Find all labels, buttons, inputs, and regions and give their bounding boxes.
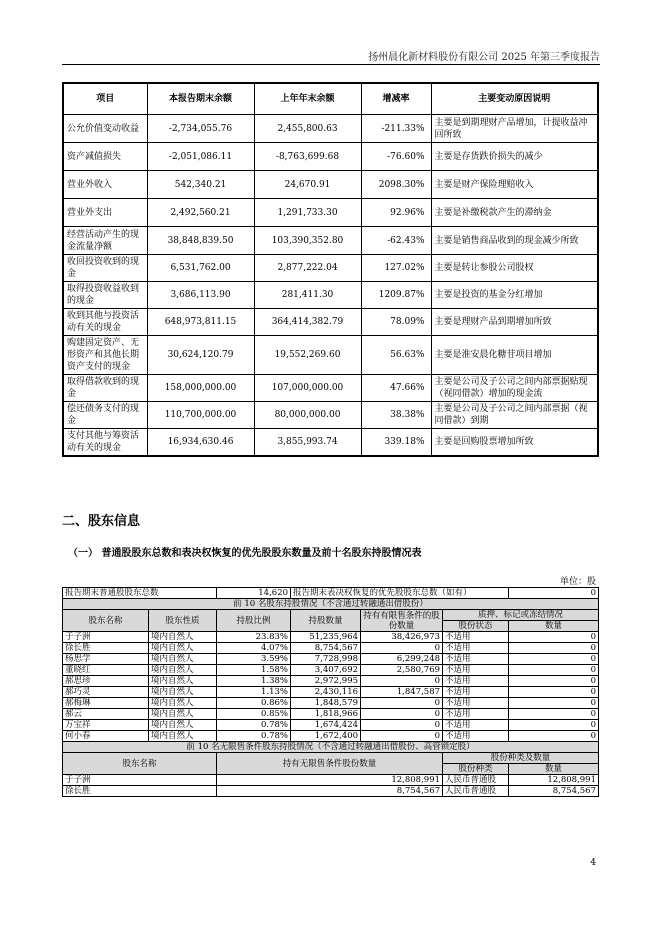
holding-qty: 51,235,964 — [291, 632, 361, 643]
page-number: 4 — [590, 858, 596, 868]
top10-header-row-1 — [63, 610, 599, 621]
holder-nature: 境内自然人 — [149, 709, 217, 720]
restricted-qty: 0 — [361, 731, 443, 742]
share-status: 不适用 — [443, 698, 509, 709]
table-row — [63, 143, 598, 171]
table-row — [63, 786, 599, 797]
change-rate-cell: 339.18% — [361, 429, 431, 457]
holding-qty: 2,430,116 — [291, 687, 361, 698]
reason-cell: 主要是财产保险理赔收入 — [431, 171, 598, 199]
change-rate-cell: -211.33% — [361, 115, 431, 143]
item-cell: 公允价值变动收益 — [63, 115, 147, 143]
table-row — [63, 709, 599, 720]
share-status: 不适用 — [443, 643, 509, 654]
holding-qty: 1,818,966 — [291, 709, 361, 720]
holder-nature: 境内自然人 — [149, 654, 217, 665]
item-cell: 偿还债务支付的现金 — [63, 402, 147, 429]
u-share-count: 12,808,991 — [509, 775, 599, 786]
change-rate-cell: 78.09% — [361, 309, 431, 336]
current-balance-cell: 648,973,811.15 — [147, 309, 254, 336]
prior-balance-cell: 24,670.91 — [254, 171, 361, 199]
holding-ratio: 0.85% — [217, 709, 291, 720]
restricted-qty: 2,580,769 — [361, 665, 443, 676]
holder-nature: 境内自然人 — [149, 731, 217, 742]
change-rate-cell: 127.02% — [361, 255, 431, 282]
current-balance-cell: 110,700,000.00 — [147, 402, 254, 429]
reason-cell: 主要是理财产品到期增加所致 — [431, 309, 598, 336]
col-item: 项目 — [63, 83, 147, 115]
top10-title: 前 10 名股东持股情况（不含通过转融通出借股份） — [63, 599, 599, 610]
change-rate-cell: 47.66% — [361, 375, 431, 402]
restricted-qty: 0 — [361, 676, 443, 687]
restricted-qty: 0 — [361, 643, 443, 654]
holder-name: 郝思珍 — [63, 676, 149, 687]
share-status: 不适用 — [443, 731, 509, 742]
change-rate-cell: 2098.30% — [361, 171, 431, 199]
prior-balance-cell: 2,455,800.63 — [254, 115, 361, 143]
u-holder-name: 徐长胜 — [63, 786, 217, 797]
holding-ratio: 0.78% — [217, 720, 291, 731]
holder-name: 郝梅琳 — [63, 698, 149, 709]
holder-name: 董晓红 — [63, 665, 149, 676]
holding-qty: 2,972,995 — [291, 676, 361, 687]
table-row — [63, 429, 598, 457]
reason-cell: 主要是补缴税款产生的滞纳金 — [431, 199, 598, 227]
reason-cell: 主要是存货跌价损失的减少 — [431, 143, 598, 171]
holding-ratio: 1.38% — [217, 676, 291, 687]
change-rate-cell: 92.96% — [361, 199, 431, 227]
table-row — [63, 227, 598, 255]
unrestricted-title: 前 10 名无限售条件股东持股情况（不含通过转融通出借股份、高管锁定股） — [63, 742, 599, 753]
pledge-count: 0 — [509, 643, 599, 654]
pref-holders-label: 报告期末表决权恢复的优先股股东总数（如有） — [291, 588, 509, 599]
holder-name: 万宝祥 — [63, 720, 149, 731]
col-u-type: 股份种类 — [443, 764, 509, 775]
item-cell: 营业外支出 — [63, 199, 147, 227]
table-row — [63, 720, 599, 731]
holding-qty: 1,672,400 — [291, 731, 361, 742]
col-u-qty: 持有无限售条件股份数量 — [217, 753, 443, 775]
table-row — [63, 255, 598, 282]
holder-name: 郝巧灵 — [63, 687, 149, 698]
reason-cell: 主要是公司及子公司之间内部票据（视同借款）到期 — [431, 402, 598, 429]
pledge-count: 0 — [509, 709, 599, 720]
holder-nature: 境内自然人 — [149, 720, 217, 731]
share-status: 不适用 — [443, 720, 509, 731]
change-rate-cell: 1209.87% — [361, 282, 431, 309]
current-balance-cell: 542,340.21 — [147, 171, 254, 199]
reason-cell: 主要是回购股票增加所致 — [431, 429, 598, 457]
col-pledge-count: 数量 — [509, 621, 599, 632]
share-status: 不适用 — [443, 676, 509, 687]
table-row — [63, 676, 599, 687]
reason-cell: 主要是公司及子公司之间内部票据贴现（视同借款）增加的现金流 — [431, 375, 598, 402]
holding-ratio: 0.86% — [217, 698, 291, 709]
restricted-qty: 38,426,973 — [361, 632, 443, 643]
item-cell: 营业外收入 — [63, 171, 147, 199]
current-balance-cell: 158,000,000.00 — [147, 375, 254, 402]
holder-name: 郝云 — [63, 709, 149, 720]
change-rate-cell: 56.63% — [361, 336, 431, 375]
table-row — [63, 687, 599, 698]
item-cell: 收到其他与投资活动有关的现金 — [63, 309, 147, 336]
share-status: 不适用 — [443, 665, 509, 676]
unrestricted-header-row-1 — [63, 753, 599, 764]
unrestricted-title-row — [63, 742, 599, 753]
prior-balance-cell: 281,411.30 — [254, 282, 361, 309]
table-row — [63, 665, 599, 676]
prior-balance-cell: 364,414,382.79 — [254, 309, 361, 336]
pledge-count: 0 — [509, 698, 599, 709]
table-row — [63, 336, 598, 375]
holder-nature: 境内自然人 — [149, 676, 217, 687]
table-row — [63, 632, 599, 643]
prior-balance-cell: 19,552,269.60 — [254, 336, 361, 375]
prior-balance-cell: 2,877,222.04 — [254, 255, 361, 282]
prior-balance-cell: 103,390,352.80 — [254, 227, 361, 255]
pledge-count: 0 — [509, 731, 599, 742]
prior-balance-cell: 1,291,733.30 — [254, 199, 361, 227]
reason-cell: 主要是到期理财产品增加，计提收益冲回所致 — [431, 115, 598, 143]
holder-nature: 境内自然人 — [149, 643, 217, 654]
holding-qty: 3,407,692 — [291, 665, 361, 676]
item-cell: 购建固定资产、无形资产和其他长期资产支付的现金 — [63, 336, 147, 375]
table-row — [63, 115, 598, 143]
restricted-qty: 0 — [361, 698, 443, 709]
holding-ratio: 4.07% — [217, 643, 291, 654]
restricted-qty: 0 — [361, 709, 443, 720]
col-pledge-group: 质押、标记或冻结情况 — [443, 610, 599, 621]
item-cell: 收回投资收到的现金 — [63, 255, 147, 282]
page-header: 扬州晨化新材料股份有限公司 2025 年第三季度报告 — [368, 52, 600, 63]
table-row — [63, 375, 598, 402]
col-current: 本报告期末余额 — [147, 83, 254, 115]
item-cell: 经营活动产生的现金流量净额 — [63, 227, 147, 255]
holder-nature: 境内自然人 — [149, 665, 217, 676]
pledge-count: 0 — [509, 632, 599, 643]
change-rate-cell: -62.43% — [361, 227, 431, 255]
top10-title-row — [63, 599, 599, 610]
reason-cell: 主要是销售商品收到的现金减少所致 — [431, 227, 598, 255]
col-u-kind: 股份种类及数量 — [443, 753, 599, 764]
holding-qty: 1,848,579 — [291, 698, 361, 709]
holding-ratio: 1.13% — [217, 687, 291, 698]
col-prior: 上年年末余额 — [254, 83, 361, 115]
current-balance-cell: -2,734,055.76 — [147, 115, 254, 143]
header-divider — [62, 64, 600, 65]
pledge-count: 0 — [509, 665, 599, 676]
table-row — [63, 199, 598, 227]
item-cell: 取得借款收到的现金 — [63, 375, 147, 402]
table-row — [63, 309, 598, 336]
pledge-count: 0 — [509, 687, 599, 698]
current-balance-cell: 16,934,630.46 — [147, 429, 254, 457]
pledge-count: 0 — [509, 720, 599, 731]
col-share-status: 股份状态 — [443, 621, 509, 632]
holding-qty: 1,674,424 — [291, 720, 361, 731]
prior-balance-cell: 80,000,000.00 — [254, 402, 361, 429]
u-share-type: 人民币普通股 — [443, 775, 509, 786]
current-balance-cell: -2,051,086.11 — [147, 143, 254, 171]
table-row — [63, 731, 599, 742]
shareholder-table — [62, 587, 599, 797]
table-row — [63, 402, 598, 429]
prior-balance-cell: 107,000,000.00 — [254, 375, 361, 402]
holding-ratio: 23.83% — [217, 632, 291, 643]
holder-nature: 境内自然人 — [149, 698, 217, 709]
holder-nature: 境内自然人 — [149, 632, 217, 643]
total-row — [63, 588, 599, 599]
holder-nature: 境内自然人 — [149, 687, 217, 698]
holding-ratio: 0.78% — [217, 731, 291, 742]
u-share-type: 人民币普通股 — [443, 786, 509, 797]
table-row — [63, 282, 598, 309]
share-status: 不适用 — [443, 709, 509, 720]
holder-name: 杨思学 — [63, 654, 149, 665]
u-share-count: 8,754,567 — [509, 786, 599, 797]
current-balance-cell: 6,531,762.00 — [147, 255, 254, 282]
col-reason: 主要变动原因说明 — [431, 83, 598, 115]
section-title: 二、股东信息 — [62, 514, 141, 529]
total-holders-label: 报告期末普通股股东总数 — [63, 588, 217, 599]
table-row — [63, 775, 599, 786]
current-balance-cell: 3,686,113.90 — [147, 282, 254, 309]
total-holders-value: 14,620 — [217, 588, 291, 599]
col-holder-nature: 股东性质 — [149, 610, 217, 632]
current-balance-cell: 30,624,120.79 — [147, 336, 254, 375]
share-status: 不适用 — [443, 632, 509, 643]
reason-cell: 主要是投资的基金分红增加 — [431, 282, 598, 309]
item-cell: 支付其他与筹资活动有关的现金 — [63, 429, 147, 457]
table-header-row — [63, 83, 598, 115]
holding-ratio: 1.58% — [217, 665, 291, 676]
restricted-qty: 1,847,587 — [361, 687, 443, 698]
table-row — [63, 698, 599, 709]
reason-cell: 主要是淮安晨化糖苷项目增加 — [431, 336, 598, 375]
change-rate-cell: 38.38% — [361, 402, 431, 429]
table-row — [63, 171, 598, 199]
item-cell: 取得投资收益收到的现金 — [63, 282, 147, 309]
col-holder-name: 股东名称 — [63, 610, 149, 632]
pledge-count: 0 — [509, 676, 599, 687]
restricted-qty: 0 — [361, 720, 443, 731]
u-holding-qty: 12,808,991 — [217, 775, 443, 786]
col-restricted-qty: 持有有限售条件的股份数量 — [361, 610, 443, 632]
pref-holders-value: 0 — [509, 588, 599, 599]
current-balance-cell: 2,492,560.21 — [147, 199, 254, 227]
u-holding-qty: 8,754,567 — [217, 786, 443, 797]
changes-table — [62, 82, 599, 457]
col-u-count: 数量 — [509, 764, 599, 775]
share-status: 不适用 — [443, 654, 509, 665]
holding-qty: 8,754,567 — [291, 643, 361, 654]
prior-balance-cell: -8,763,699.68 — [254, 143, 361, 171]
col-holding-qty: 持股数量 — [291, 610, 361, 632]
item-cell: 资产减值损失 — [63, 143, 147, 171]
current-balance-cell: 38,848,839.50 — [147, 227, 254, 255]
share-status: 不适用 — [443, 687, 509, 698]
holder-name: 徐长胜 — [63, 643, 149, 654]
col-u-name: 股东名称 — [63, 753, 217, 775]
col-holding-ratio: 持股比例 — [217, 610, 291, 632]
holder-name: 于子洲 — [63, 632, 149, 643]
restricted-qty: 6,299,248 — [361, 654, 443, 665]
pledge-count: 0 — [509, 654, 599, 665]
u-holder-name: 于子洲 — [63, 775, 217, 786]
change-rate-cell: -76.60% — [361, 143, 431, 171]
holder-name: 何小春 — [63, 731, 149, 742]
holding-qty: 7,728,998 — [291, 654, 361, 665]
reason-cell: 主要是转让参股公司股权 — [431, 255, 598, 282]
prior-balance-cell: 3,855,993.74 — [254, 429, 361, 457]
holding-ratio: 3.59% — [217, 654, 291, 665]
table-row — [63, 654, 599, 665]
section-subtitle: （一） 普通股股东总数和表决权恢复的优先股股东数量及前十名股东持股情况表 — [68, 548, 422, 559]
col-rate: 增减率 — [361, 83, 431, 115]
unit-label: 单位：股 — [559, 577, 596, 587]
table-row — [63, 643, 599, 654]
